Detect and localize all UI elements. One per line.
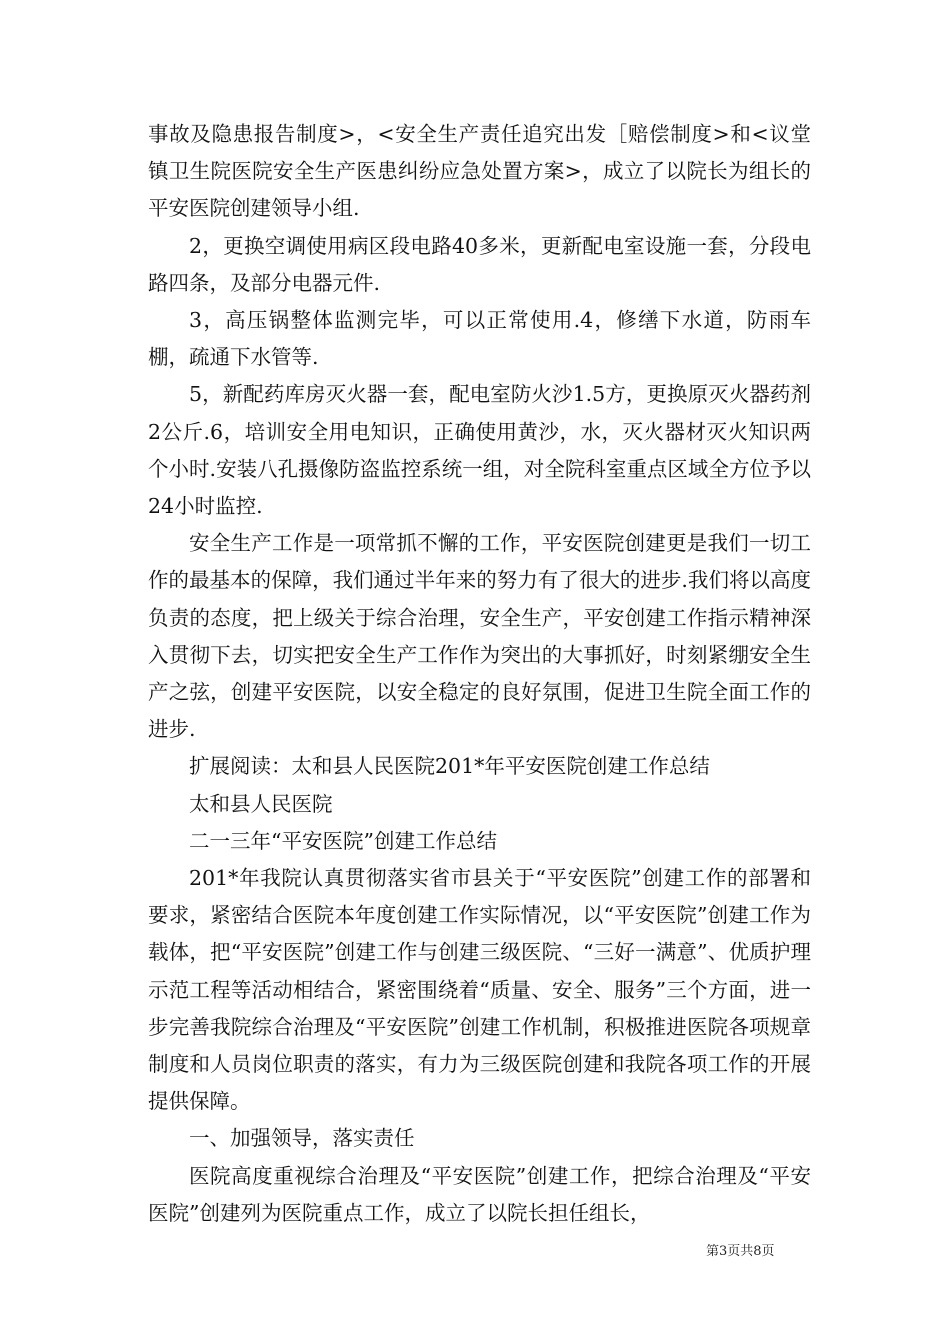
document-body (148, 116, 811, 1232)
hospital-name: 太和县人民医院 (189, 791, 333, 816)
report-title: 二一三年“平安医院”创建工作总结 (189, 828, 497, 853)
section-paragraph: 医院高度重视综合治理及“平安医院”创建工作，把综合治理及“平安医院”创建列为医院重点工作，成立了以院长担任组长， (148, 1163, 811, 1225)
extended-reading-title: 扩展阅读：太和县人民医院201*年平安医院创建工作总结 (189, 754, 710, 779)
paragraph-item-2: 2，更换空调使用病区段电路40多米，更新配电室设施一套，分段电路四条，及部分电器元件. (148, 233, 811, 295)
paragraph-summary: 安全生产工作是一项常抓不懈的工作，平安医院创建更是我们一切工作的最基本的保障，我们通过半年来的努力有了很大的进步.我们将以高度负责的态度，把上级关于综合治理，安全生产，平安创建工作指示精神深入贯彻下去，切实把安全生产工作作为突出的大事抓好，时刻紧绷安全生产之弦，创建平安医院，以安全稳定的良好氛围，促进卫生院全面工作的进步. (148, 531, 811, 742)
section-heading: 一、加强领导，落实责任 (189, 1126, 415, 1151)
report-intro-paragraph: 201*年我院认真贯彻落实省市县关于“平安医院”创建工作的部署和要求，紧密结合医院本年度创建工作实际情况，以“平安医院”创建工作为载体，把“平安医院”创建工作与创建三级医院、“三好一满意”、优质护理示范工程等活动相结合，紧密围绕着“质量、安全、服务”三个方面，进一步完善我院综合治理及“平安医院”创建工作机制，积极推进医院各项规章制度和人员岗位职责的落实，有力为三级医院创建和我院各项工作的开展提供保障。 (148, 866, 811, 1114)
page-number: 第3页共8页 (706, 1244, 775, 1259)
paragraph-item-5-6: 5，新配药库房灭火器一套，配电室防火沙1.5方，更换原灭火器药剂2公斤.6，培训安全用电知识，正确使用黄沙，水，灭火器材灭火知识两个小时.安装八孔摄像防盗监控系统一组，对全院科室重点区域全方位予以24小时监控. (148, 382, 811, 519)
paragraph-item-3-4: 3，高压锅整体监测完毕，可以正常使用.4，修缮下水道，防雨车棚，疏通下水管等. (148, 308, 811, 370)
paragraph-continuation: 事故及隐患报告制度>，<安全生产责任追究出发［赔偿制度>和<议堂镇卫生院医院安全生产医患纠纷应急处置方案>，成立了以院长为组长的平安医院创建领导小组. (148, 122, 811, 221)
